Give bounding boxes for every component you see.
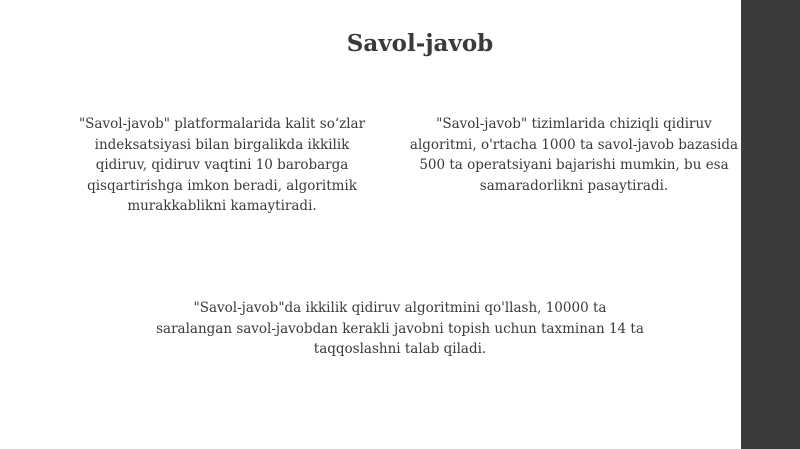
right-paragraph-line: "Savol-javob" tizimlarida chiziqli qidiruv xyxy=(436,116,712,132)
left-paragraph xyxy=(58,114,386,217)
bottom-paragraph-line: saralangan savol-javobdan kerakli javobni topish uchun taxminan 14 ta xyxy=(156,320,644,337)
bottom-paragraph-line: "Savol-javob"da ikkilik qidiruv algoritmini qo'llash, 10000 ta xyxy=(193,300,607,316)
left-paragraph-line: indeksatsiyasi bilan birgalikda ikkilik xyxy=(94,136,350,153)
right-paragraph-line: 500 ta operatsiyani bajarishi mumkin, bu esa xyxy=(419,157,729,173)
right-paragraph-line: algoritmi, o'rtacha 1000 ta savol-javob bazasida xyxy=(409,136,739,153)
left-paragraph-line: qisqartirishga imkon beradi, algoritmik xyxy=(87,177,357,194)
right-paragraph xyxy=(395,114,741,196)
left-paragraph-line: murakkablikni kamaytiradi. xyxy=(127,198,317,214)
side-bar xyxy=(741,0,800,449)
left-paragraph-line: qidiruv, qidiruv vaqtini 10 barobarga xyxy=(95,157,349,173)
right-paragraph-line: samaradorlikni pasaytiradi. xyxy=(479,177,669,194)
left-paragraph-line: "Savol-javob" platformalarida kalit so‘zlar xyxy=(78,116,366,132)
bottom-paragraph-line: taqqoslashni talab qiladi. xyxy=(313,341,487,357)
bottom-paragraph xyxy=(120,298,680,360)
slide-title: Savol-javob xyxy=(346,30,494,57)
